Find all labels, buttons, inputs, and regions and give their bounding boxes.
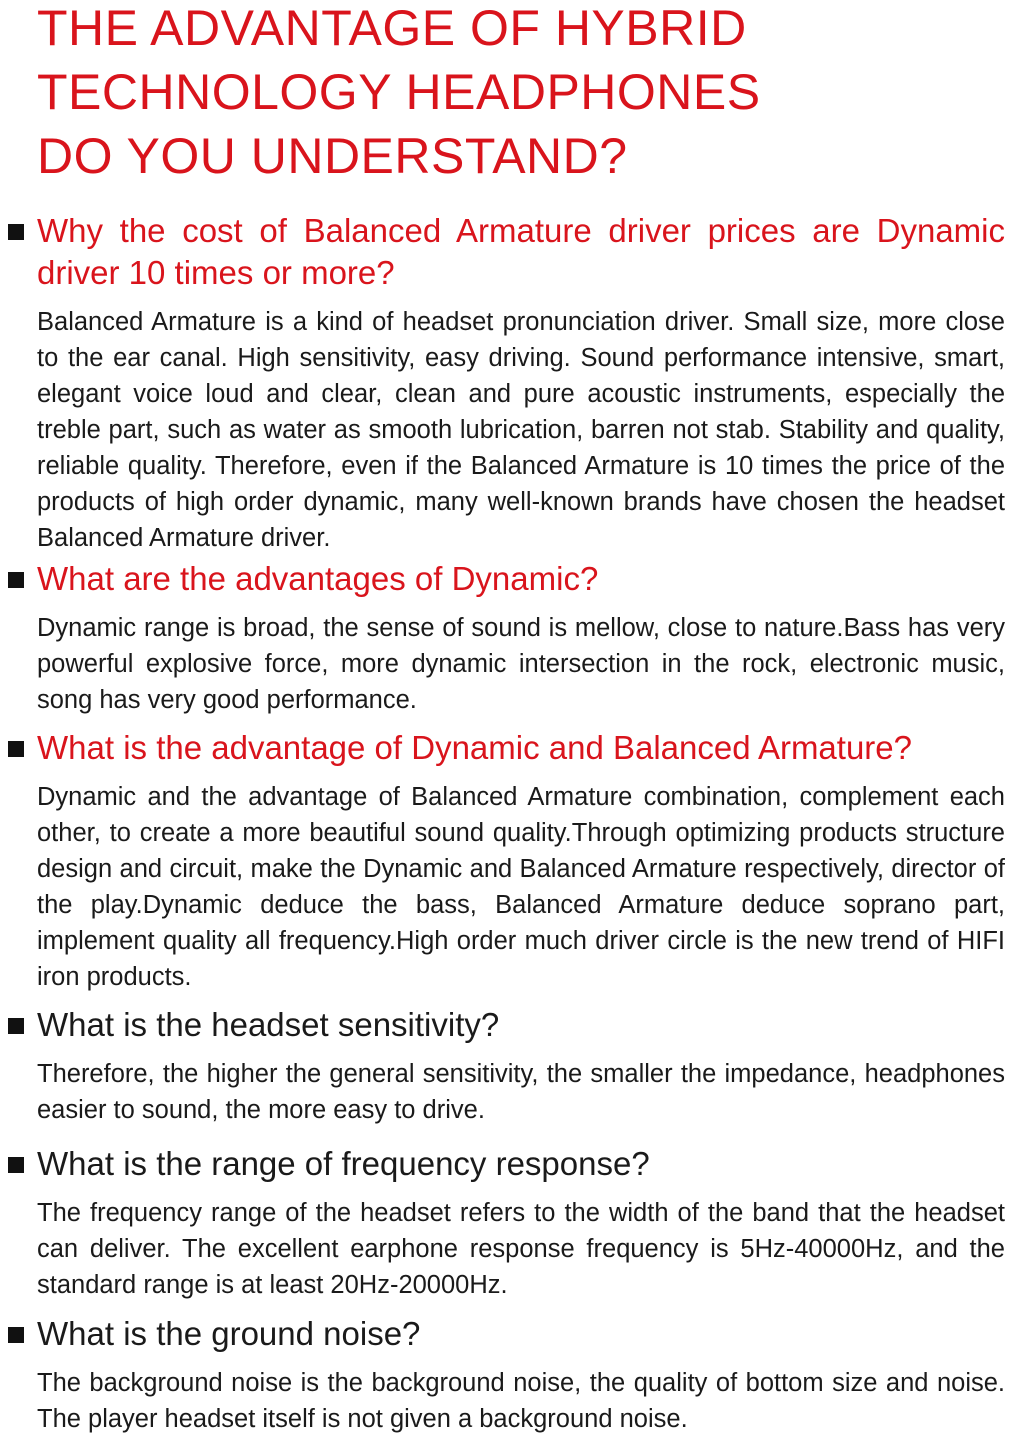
square-bullet-icon: [8, 1157, 24, 1173]
section-body: Dynamic range is broad, the sense of sound is mellow, close to nature.Bass has very powerful explosive force, more dynamic intersection in the rock, electronic music, song has very good performance.: [37, 614, 1005, 714]
section-body: The background noise is the background noise, the quality of bottom size and noise. The player headset itself is not given a background noise.: [37, 1369, 1005, 1433]
section-heading-text: Why the cost of Balanced Armature driver prices are Dynamic driver 10 times or more?: [37, 212, 1005, 291]
section-dynamic-advantages: [0, 558, 1011, 718]
section-ground-noise: [0, 1313, 1011, 1437]
section-heading-text: What are the advantages of Dynamic?: [37, 560, 599, 597]
section-heading-text: What is the ground noise?: [37, 1315, 421, 1352]
page-title-line-1: THE ADVANTAGE OF HYBRID: [37, 0, 747, 56]
section-heading: [0, 1313, 1011, 1355]
section-balanced-armature-cost: [0, 210, 1011, 556]
section-body: Therefore, the higher the general sensitivity, the smaller the impedance, headphones easier to sound, the more easy to drive.: [37, 1060, 1005, 1124]
section-headset-sensitivity: [0, 1004, 1011, 1128]
section-heading-text: What is the headset sensitivity?: [37, 1006, 500, 1043]
square-bullet-icon: [8, 1018, 24, 1034]
section-body: Balanced Armature is a kind of headset pronunciation driver. Small size, more close to the ear canal. High sensitivity, easy driving. Sound performance intensive, smart, elegant voice loud and clear, clean and pure acoustic instruments, especially the treble part, such as water as smooth lubrication, barren not stab. Stability and quality, reliable quality. Therefore, even if the Balanced Armature is 10 times the price of the products of high order dynamic, many well-known brands have chosen the headset Balanced Armature driver.: [37, 308, 1005, 552]
section-heading: [0, 1143, 1011, 1185]
section-heading-text: What is the advantage of Dynamic and Balanced Armature?: [37, 729, 912, 766]
section-heading: [0, 1004, 1011, 1046]
section-frequency-response: [0, 1143, 1011, 1303]
square-bullet-icon: [8, 224, 24, 240]
page-title: [37, 0, 761, 188]
section-body: The frequency range of the headset refers to the width of the band that the headset can deliver. The excellent earphone response frequency is 5Hz-40000Hz, and the standard range is at least 20Hz-20000Hz.: [37, 1199, 1005, 1299]
section-body: Dynamic and the advantage of Balanced Armature combination, complement each other, to create a more beautiful sound quality.Through optimizing products structure design and circuit, make the Dynamic and Balanced Armature respectively, director of the play.Dynamic deduce the bass, Balanced Armature deduce soprano part, implement quality all frequency.High order much driver circle is the new trend of HIFI iron products.: [37, 783, 1005, 991]
section-heading: [0, 558, 1011, 600]
section-heading: [0, 727, 1011, 769]
section-heading-text: What is the range of frequency response?: [37, 1145, 650, 1182]
square-bullet-icon: [8, 741, 24, 757]
square-bullet-icon: [8, 1327, 24, 1343]
square-bullet-icon: [8, 572, 24, 588]
page-title-line-3: DO YOU UNDERSTAND?: [37, 128, 628, 184]
section-hybrid-advantage: [0, 727, 1011, 995]
page-title-line-2: TECHNOLOGY HEADPHONES: [37, 64, 761, 120]
section-heading: [0, 210, 1011, 294]
